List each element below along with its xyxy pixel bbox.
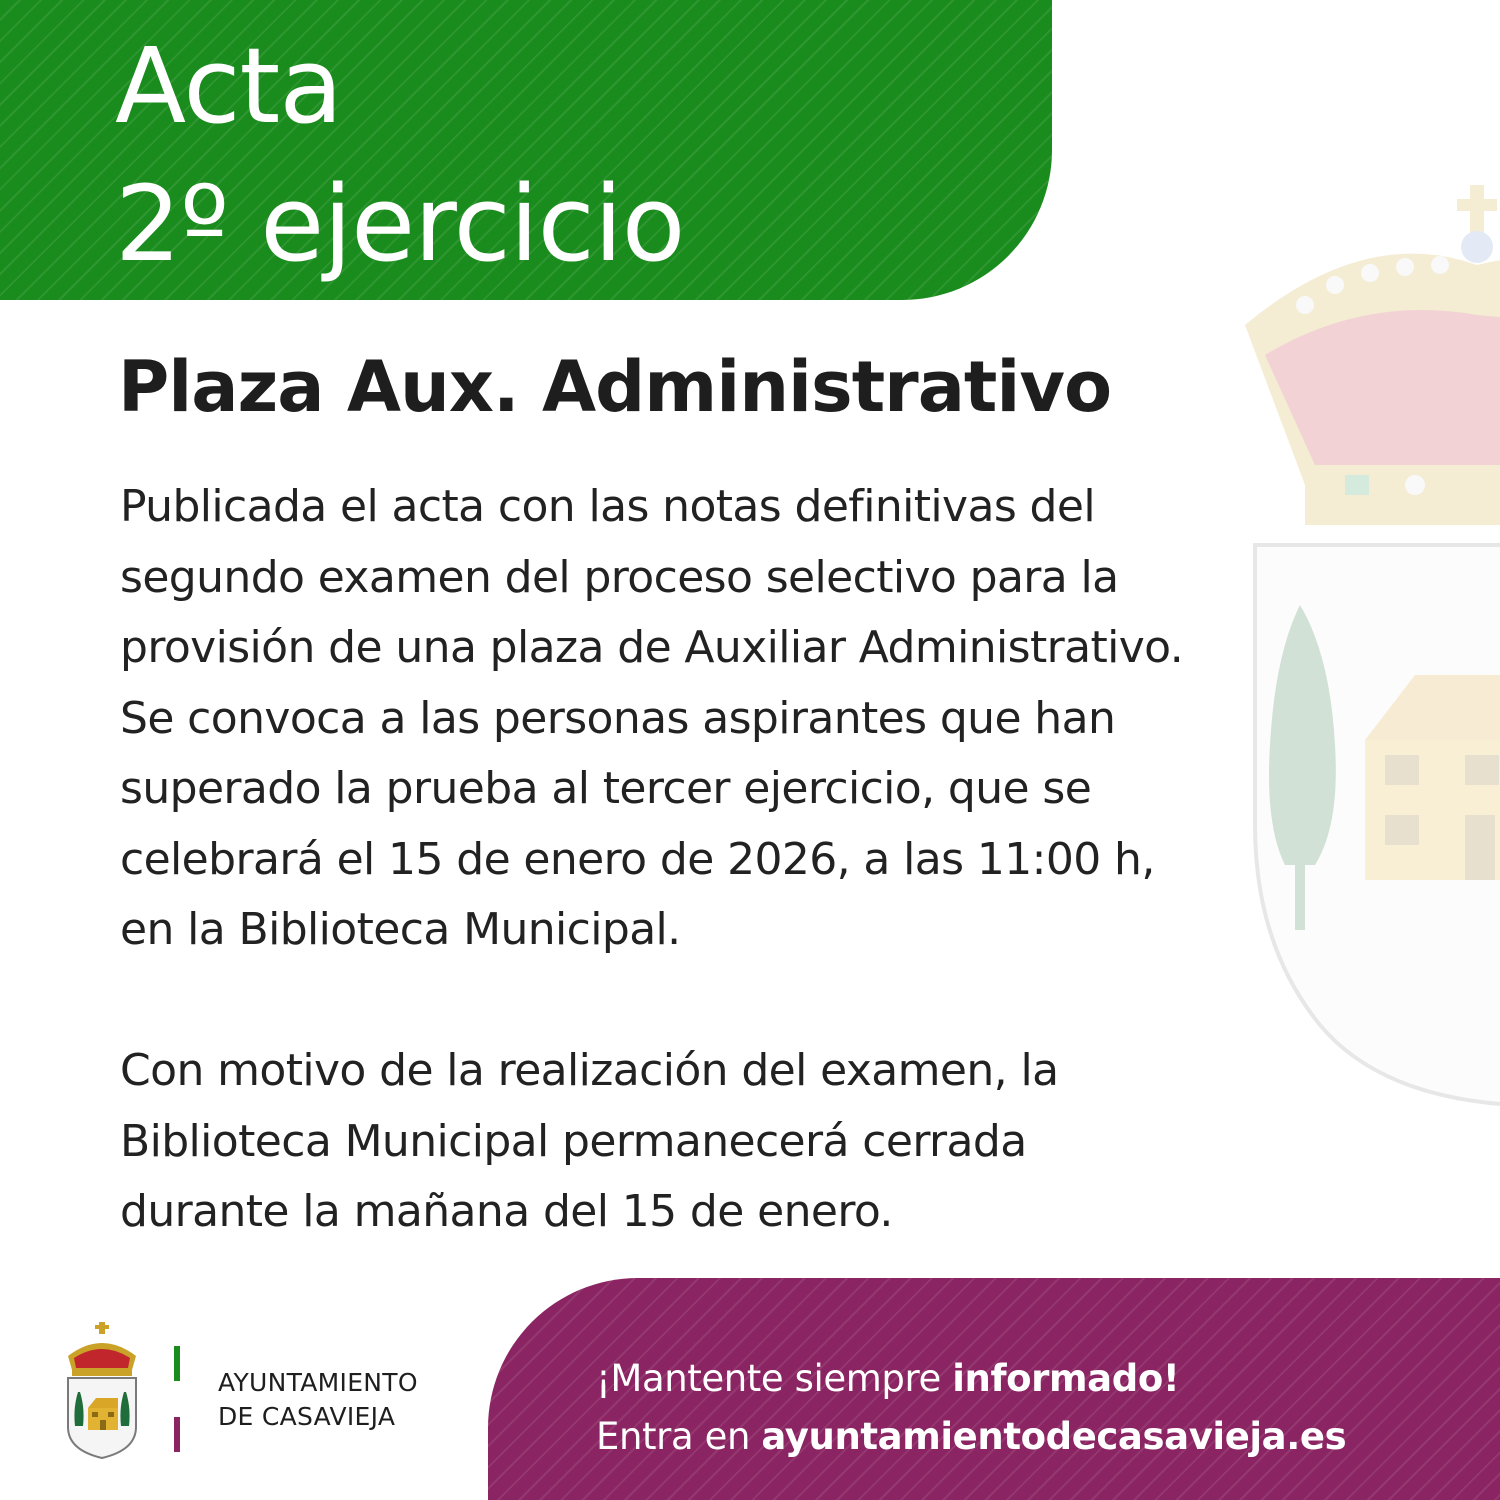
announcement-paragraph-2: [120, 1036, 1300, 1248]
divider-segment-white: [174, 1381, 180, 1417]
text-line: Se convoca a las personas aspirantes que han: [120, 692, 1116, 744]
website-link[interactable]: ayuntamientodecasavieja.es: [761, 1415, 1347, 1458]
announcement-body: [120, 472, 1300, 1248]
footer-text: ¡Mantente siempre: [596, 1357, 953, 1400]
text-line: en la Biblioteca Municipal.: [120, 904, 681, 955]
footer-banner: [488, 1278, 1500, 1500]
title-banner: [0, 0, 1052, 300]
subtitle: Plaza Aux. Administrativo: [118, 346, 1112, 428]
organization-name-line-2: DE CASAVIEJA: [218, 1402, 396, 1431]
text-line: celebrará el 15 de enero de 2026, a las 11:00 h,: [120, 833, 1155, 885]
logo-divider: [174, 1346, 180, 1452]
page-title-line-2: 2º ejercicio: [115, 163, 685, 285]
coat-of-arms-icon: [62, 1322, 142, 1462]
divider-segment-green: [174, 1346, 180, 1381]
text-line: superado la prueba al tercer ejercicio, que se: [120, 763, 1092, 814]
divider-segment-purple: [174, 1417, 180, 1452]
footer-line-1: [596, 1357, 1180, 1400]
organization-name-line-1: AYUNTAMIENTO: [218, 1368, 418, 1397]
page-title-line-1: Acta: [115, 25, 343, 147]
text-line: Publicada el acta con las notas definitivas del: [120, 481, 1095, 532]
organization-name: [218, 1366, 418, 1434]
footer-text: Entra en: [596, 1415, 762, 1458]
text-line: durante la mañana del 15 de enero.: [120, 1186, 893, 1237]
text-line: provisión de una plaza de Auxiliar Administrativo.: [120, 622, 1184, 673]
text-line: Biblioteca Municipal permanecerá cerrada: [120, 1115, 1027, 1167]
text-line: segundo examen del proceso selectivo para la: [120, 551, 1119, 603]
text-line: Con motivo de la realización del examen, la: [120, 1045, 1059, 1096]
footer-text-bold: informado!: [952, 1357, 1180, 1400]
footer-line-2: [596, 1415, 1347, 1458]
announcement-paragraph-1: [120, 472, 1300, 966]
